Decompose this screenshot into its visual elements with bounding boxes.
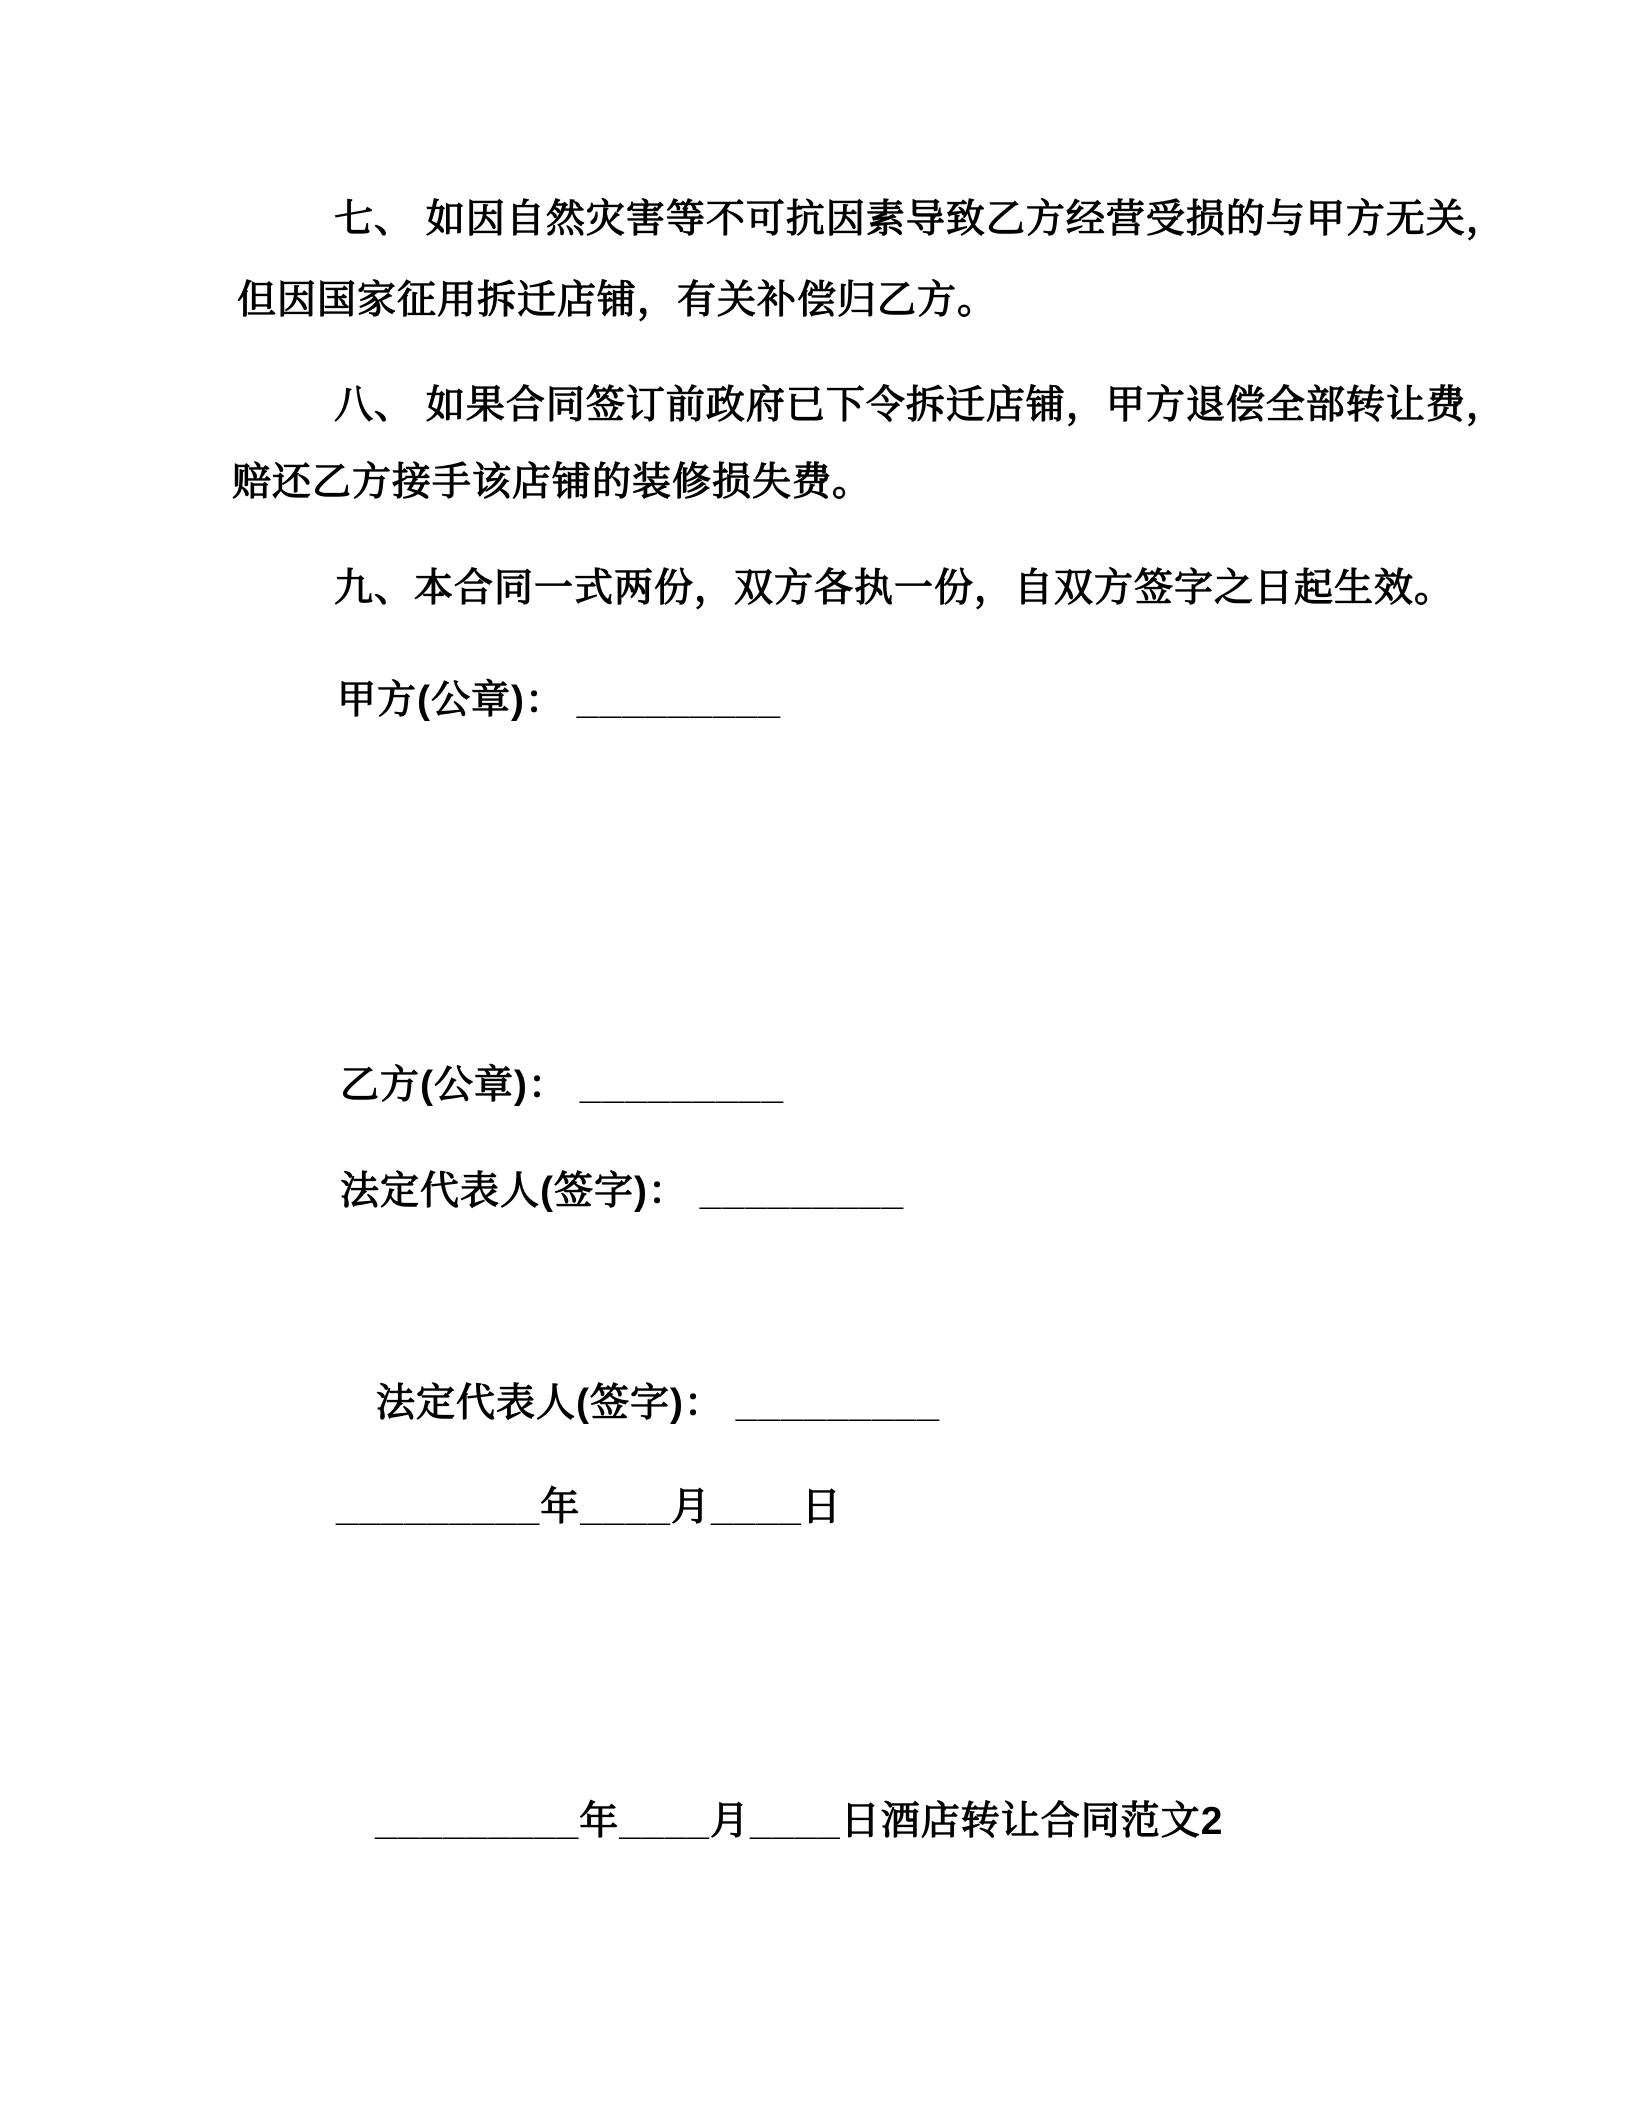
clause-seven-line-2: 但因国家征用拆迁店铺，有关补偿归乙方。	[237, 279, 998, 322]
party-b-seal-line: 乙方(公章)： _________	[340, 1064, 785, 1107]
legal-representative-sign-line-2: 法定代表人(签字)： _________	[376, 1382, 941, 1425]
clause-eight-line-2: 赔还乙方接手该店铺的装修损失费。	[232, 461, 873, 504]
clause-seven-line-1: 七、 如因自然灾害等不可抗因素导致乙方经营受损的与甲方无关，	[334, 198, 1506, 241]
date-blank-line-2-next-sample-label: _________年____月____日酒店转让合同范文2	[375, 1800, 1224, 1843]
clause-eight-line-1: 八、 如果合同签订前政府已下令拆迁店铺，甲方退偿全部转让费，	[334, 384, 1506, 427]
clause-nine-line: 九、本合同一式两份，双方各执一份，自双方签字之日起生效。	[334, 567, 1455, 610]
date-blank-line-1: _________年____月____日	[336, 1486, 842, 1529]
party-a-seal-line: 甲方(公章)： _________	[337, 679, 782, 722]
legal-representative-sign-line-1: 法定代表人(签字)： _________	[340, 1170, 905, 1213]
